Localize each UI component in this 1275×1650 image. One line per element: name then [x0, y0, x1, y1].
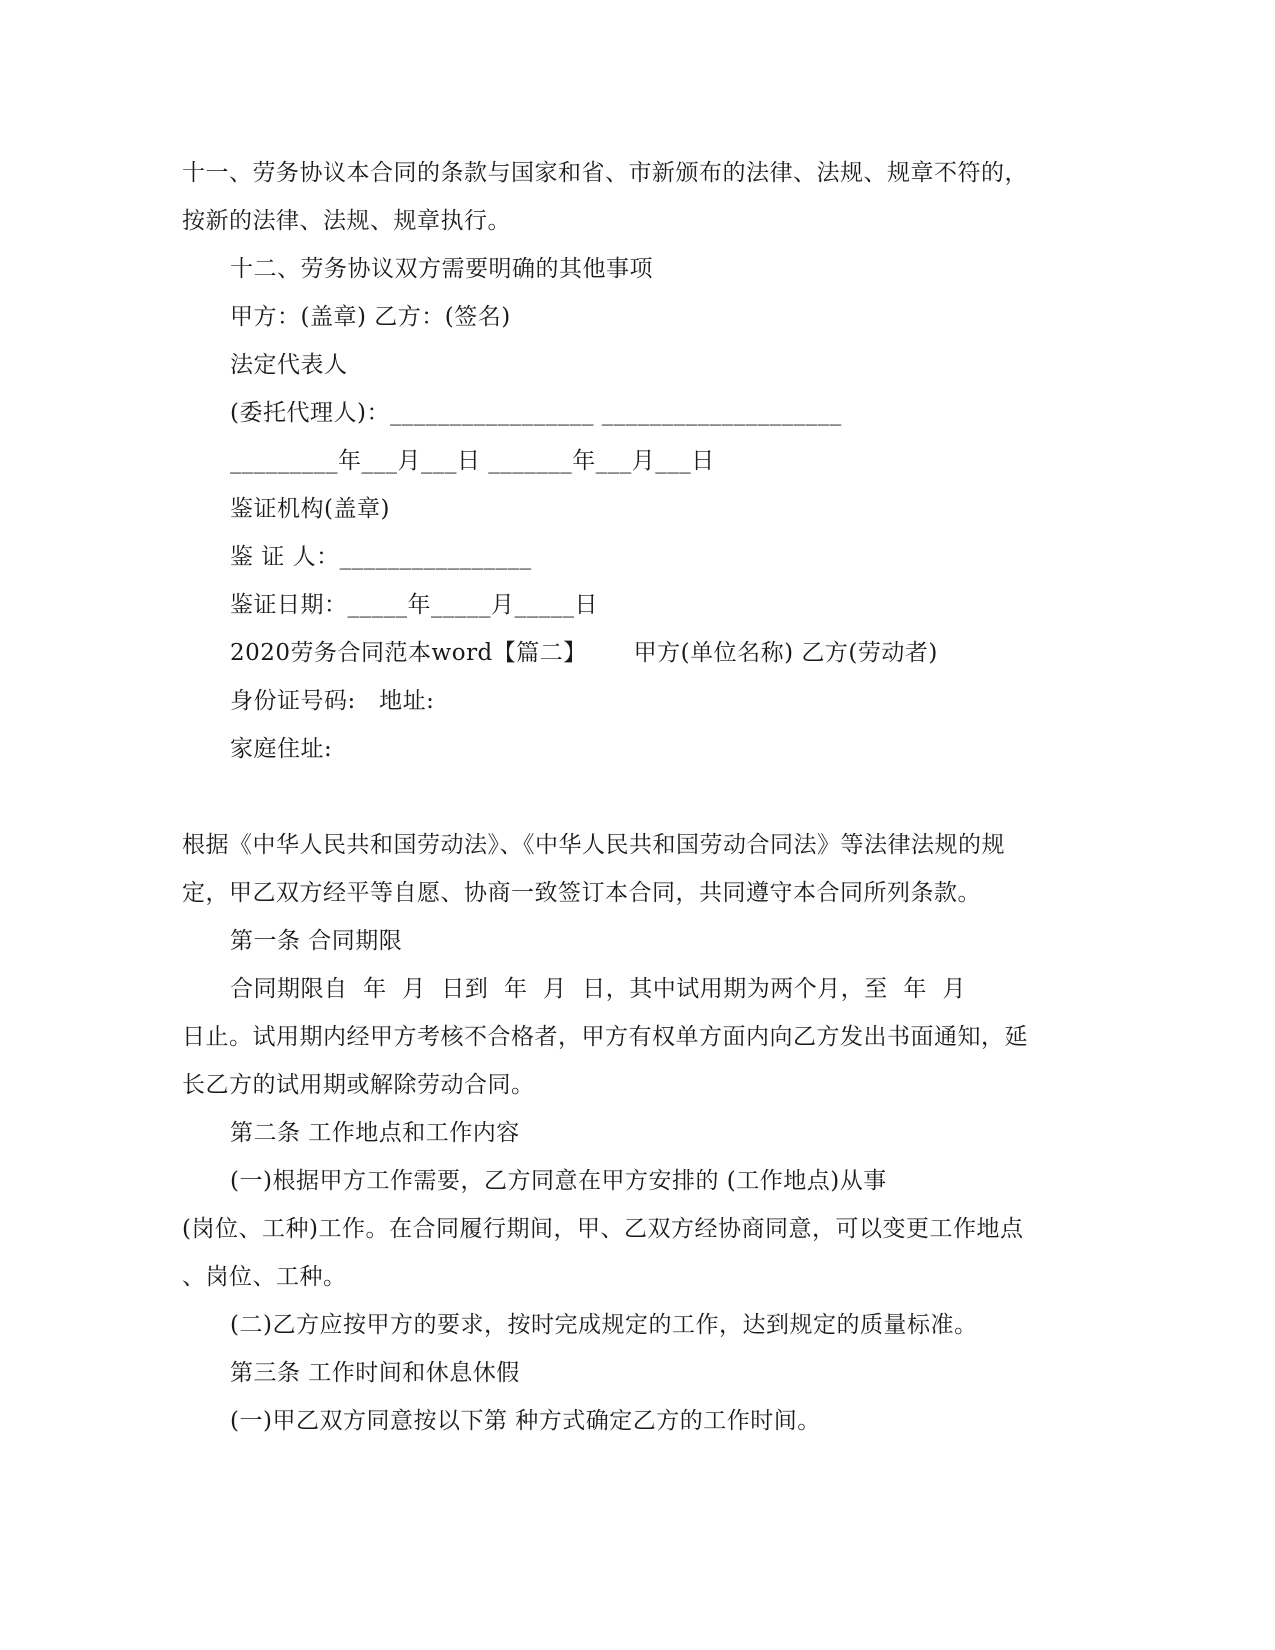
text-line-1: 十一、劳务协议本合同的条款与国家和省、市新颁布的法律、法规、规章不符的，	[182, 160, 1028, 186]
text-line-14: 根据《中华人民共和国劳动法》、《中华人民共和国劳动合同法》等法律法规的规	[182, 832, 1005, 858]
text-line-21: (一)根据甲方工作需要，乙方同意在甲方安排的 (工作地点)从事	[230, 1168, 887, 1194]
text-line-26: (一)甲乙双方同意按以下第 种方式确定乙方的工作时间。	[230, 1408, 821, 1434]
text-line-11: 2020劳务合同范本word【篇二】 甲方(单位名称) 乙方(劳动者)	[230, 640, 938, 666]
text-line-25: 第三条 工作时间和休息休假	[230, 1360, 520, 1386]
text-line-22: (岗位、工种)工作。在合同履行期间，甲、乙双方经协商同意，可以变更工作地点	[182, 1216, 1024, 1242]
text-line-10: 鉴证日期：_____年_____月_____日	[230, 592, 598, 618]
text-line-8: 鉴证机构(盖章)	[230, 496, 390, 522]
text-line-3: 十二、劳务协议双方需要明确的其他事项	[230, 256, 653, 282]
text-line-24: (二)乙方应按甲方的要求，按时完成规定的工作，达到规定的质量标准。	[230, 1312, 978, 1338]
text-line-19: 长乙方的试用期或解除劳动合同。	[182, 1072, 535, 1098]
text-line-12: 身份证号码: 地址:	[230, 688, 435, 714]
text-line-17: 合同期限自 年 月 日到 年 月 日，其中试用期为两个月，至 年 月	[230, 976, 966, 1002]
text-line-18: 日止。试用期内经甲方考核不合格者，甲方有权单方面内向乙方发出书面通知，延	[182, 1024, 1028, 1050]
text-line-5: 法定代表人	[230, 352, 348, 378]
text-line-7: _________年___月___日 _______年___月___日	[230, 448, 715, 474]
text-line-15: 定，甲乙双方经平等自愿、协商一致签订本合同，共同遵守本合同所列条款。	[182, 880, 981, 906]
text-line-16: 第一条 合同期限	[230, 928, 403, 954]
text-line-23: 、岗位、工种。	[182, 1264, 347, 1290]
text-line-6: (委托代理人)：_________________ ____________________	[230, 400, 842, 426]
text-line-20: 第二条 工作地点和工作内容	[230, 1120, 520, 1146]
text-line-13: 家庭住址:	[230, 736, 333, 762]
text-line-4: 甲方：(盖章) 乙方：(签名)	[230, 304, 511, 330]
text-line-2: 按新的法律、法规、规章执行。	[182, 208, 511, 234]
text-line-9: 鉴 证 人：________________	[230, 544, 532, 570]
